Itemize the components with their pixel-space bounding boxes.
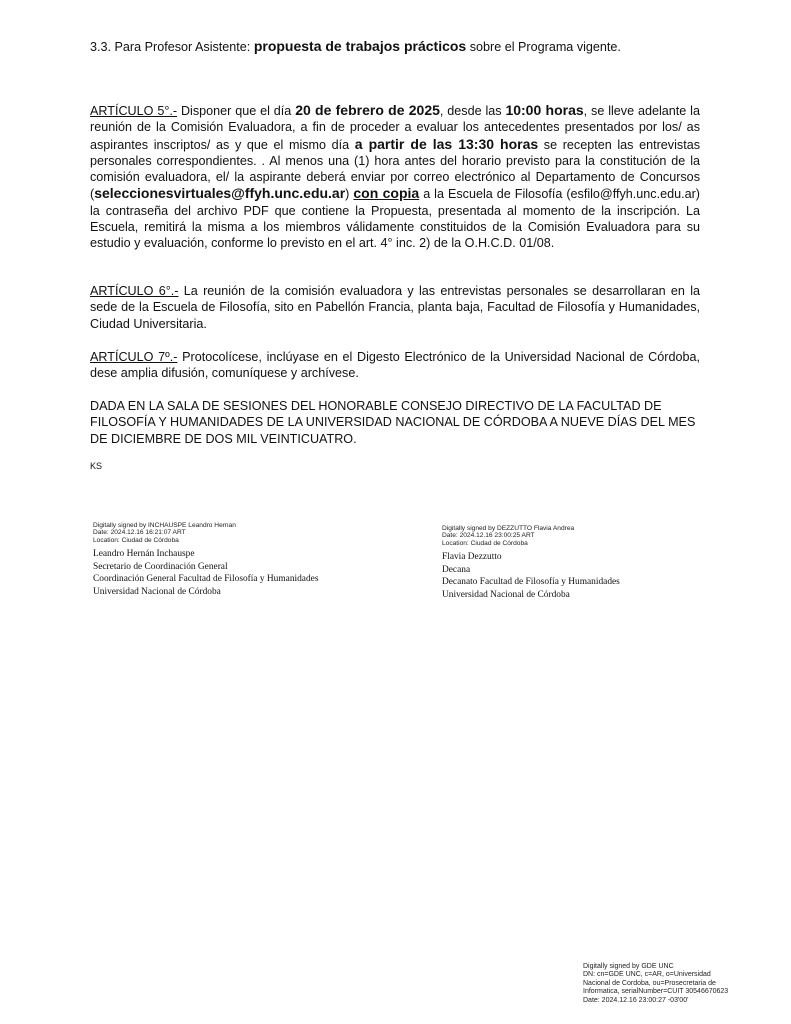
signature-right (442, 525, 742, 602)
signature-right-meta-1: Digitally signed by DEZZUTTO Flavia Andrea (442, 525, 575, 532)
signature-left-office: Coordinación General Facultad de Filosofía y Humanidades (93, 574, 319, 585)
article-7-heading: ARTÍCULO 7º.- (90, 350, 178, 364)
signature-right-name: Flavia Dezzutto (442, 552, 502, 563)
signature-left-name: Leandro Hernán Inchauspe (93, 549, 195, 560)
article-5-email: seleccionesvirtuales@ffyh.unc.edu.ar (94, 185, 346, 202)
gde-signature-block (583, 963, 763, 1005)
initials: KS (90, 461, 103, 471)
signature-right-meta-3: Location: Ciudad de Córdoba (442, 539, 528, 547)
item-3-3-bold: propuesta de trabajos prácticos (253, 38, 467, 54)
article-5-heading: ARTÍCULO 5°.- (90, 104, 178, 118)
article-5-text-3: , se lleve adelante la reunión de la Comisión Evaluadora, a fin de proceder a evaluar los antecedentes presentados por los/ as aspirantes inscriptos/ as y que el mismo día (90, 104, 700, 152)
article-5-text-5: ) (345, 187, 354, 202)
closing-statement: DADA EN LA SALA DE SESIONES DEL HONORABLE CONSEJO DIRECTIVO DE LA FACULTAD DE FILOSOFÍA Y HUMANIDADES DE LA UNIVERSIDAD NACIONAL DE CÓRDOBA A NUEVE DÍAS DEL MES DE DICIEMBRE DE DOS MIL VEINTICUATRO. (90, 399, 696, 446)
article-5-text-2: , desde las (439, 104, 506, 118)
signature-left-org: Universidad Nacional de Córdoba (93, 587, 221, 597)
gde-line-2: DN: cn=GDE UNC, c=AR, o=Universidad (583, 971, 711, 979)
article-7 (90, 349, 700, 382)
signature-left-meta-2: Date: 2024.12.16 16:21:07 ART (93, 529, 186, 537)
signature-left-role: Secretario de Coordinación General (93, 561, 228, 572)
signature-right-meta-2: Date: 2024.12.16 23:00:25 ART (442, 532, 535, 540)
gde-line-4: Informatica, serialNumber=CUIT 30546670623 (583, 988, 729, 996)
signature-right-org: Universidad Nacional de Córdoba (442, 590, 570, 600)
article-5-time-1: 10:00 horas (505, 102, 584, 118)
item-3-3-prefix: 3.3. Para Profesor Asistente: (90, 40, 254, 54)
gde-line-1: Digitally signed by GDE UNC (583, 963, 674, 970)
item-3-3-suffix: sobre el Programa vigente. (466, 40, 621, 54)
article-6-text: La reunión de la comisión evaluadora y las entrevistas personales se desarrollaran en la sede de la Escuela de Filosofía, sito en Pabellón Francia, planta baja, Facultad de Filosofía y Humanidades, Ciudad Universitaria. (90, 284, 700, 331)
signature-right-office: Decanato Facultad de Filosofía y Humanidades (442, 577, 620, 588)
signature-left-meta-3: Location: Ciudad de Córdoba (93, 536, 179, 544)
signature-left (93, 522, 393, 599)
article-5-text-4: se recepten las entrevistas personales correspondientes. . Al menos una (1) hora antes del horario previsto para la constitución de la comisión evaluadora, el/ la aspirante deberá enviar por correo electrónico al Departamento de Concursos ( (90, 137, 700, 202)
article-5-text-1: Disponer que el día (177, 104, 296, 118)
gde-line-5: Date: 2024.12.16 23:00:27 -03'00' (583, 996, 689, 1004)
article-5-text-6: a la Escuela de Filosofía (esfilo@ffyh.unc.edu.ar) la contraseña del archivo PDF que contiene la Propuesta, presentada al momento de la inscripción. La Escuela, remitirá la misma a los miembros válidamente constituidos de la Comisión Evaluadora para su estudio y evaluación, conforme lo previsto en el art. 4° inc. 2) de la O.H.C.D. 01/08. (90, 187, 700, 251)
gde-line-3: Nacional de Cordoba, ou=Prosecretaria de (583, 979, 716, 987)
article-6 (90, 283, 700, 332)
article-5-time-2: a partir de las 13:30 horas (354, 135, 539, 152)
article-5-cc: con copia (353, 185, 420, 202)
article-7-text: Protocolícese, inclúyase en el Digesto Electrónico de la Universidad Nacional de Córdoba, dese amplia difusión, comuníquese y archívese. (90, 350, 700, 381)
article-5-date: 20 de febrero de 2025 (295, 102, 440, 118)
signature-left-meta-1: Digitally signed by INCHAUSPE Leandro Hernan (93, 522, 236, 529)
signature-right-role: Decana (442, 564, 471, 575)
article-6-heading: ARTÍCULO 6°.- (90, 284, 179, 298)
article-5 (90, 102, 700, 252)
item-3-3 (90, 38, 700, 55)
